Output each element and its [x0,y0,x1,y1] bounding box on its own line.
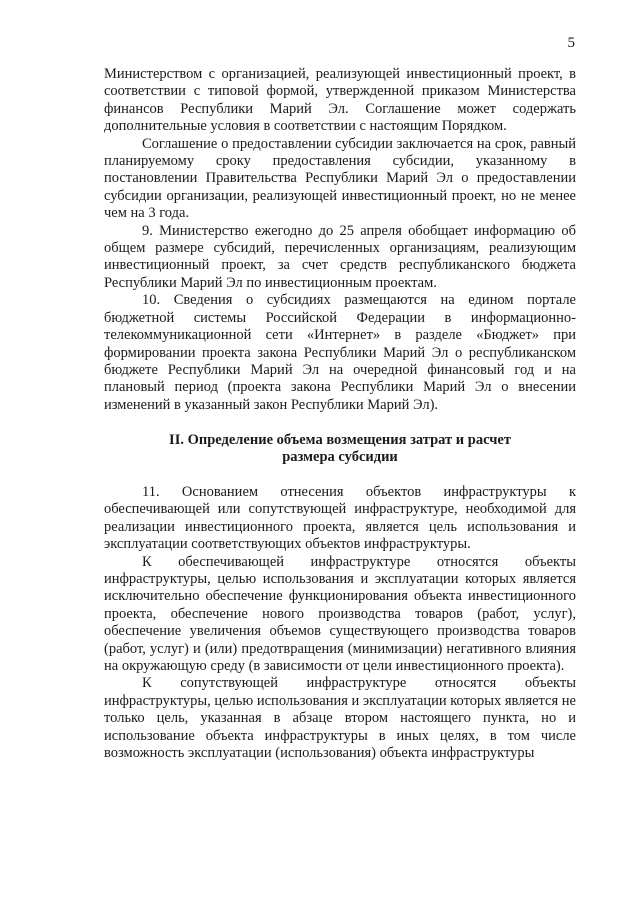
document-body [104,66,576,762]
section-title-line-2: размера субсидии [282,449,398,466]
page-number: 5 [567,35,575,51]
paragraph-supporting-infrastructure: К обеспечивающей инфраструктуре относятся объекты инфраструктуры, целью использования и эксплуатации которых является исключительно обеспечение функционирования объекта инвестиционного проекта, обеспечение нового производства товаров (работ, услуг), обеспечение увеличения объемов существующего производства товаров (работ, услуг) и (или) предотвращения (минимизации) негативного влияния на окружающую среду (в зависимости от цели инвестиционного проекта). [104,553,576,674]
paragraph-accompanying-infrastructure: К сопутствующей инфраструктуре относятся объекты инфраструктуры, целью использования и эксплуатации которых является не только цель, указанная в абзаце втором настоящего пункта, но и использование объекта инфраструктуры в иных целях, в том числе возможность эксплуатации (использования) объекта инфраструктуры [104,675,576,762]
section-title-line-1: II. Определение объема возмещения затрат и расчет [169,431,511,448]
paragraph-item-11: 11. Основанием отнесения объектов инфраструктуры к обеспечивающей или сопутствующей инфраструктуре, необходимой для реализации инвестиционного проекта, является цель использования и эксплуатации соответствующих объектов инфраструктуры. [104,483,576,553]
paragraph-item-9: 9. Министерство ежегодно до 25 апреля обобщает информацию об общем размере субсидий, перечисленных организациям, реализующим инвестиционный проект, за счет средств республиканского бюджета Республики Марий Эл по инвестиционным проектам. [104,222,576,291]
section-spacer [104,466,576,484]
section-title [104,432,576,467]
paragraph-continuation: Министерством с организацией, реализующей инвестиционный проект, в соответствии с типовой формой, утвержденной приказом Министерства финансов Республики Марий Эл. Соглашение может содержать дополнительные условия в соответствии с настоящим Порядком. [104,66,576,135]
paragraph-agreement-term: Соглашение о предоставлении субсидии заключается на срок, равный планируемому сроку предоставления субсидии, указанному в постановлении Правительства Республики Марий Эл о предоставлении субсидии организации, реализующей инвестиционный проект, но не менее чем на 3 года. [104,135,576,222]
paragraph-item-10: 10. Сведения о субсидиях размещаются на едином портале бюджетной системы Российской Федерации в информационно-телекоммуникационной сети «Интернет» в разделе «Бюджет» при формировании проекта закона Республики Марий Эл о республиканском бюджете Республики Марий Эл на очередной финансовый год и на плановый период (проекта закона Республики Марий Эл о внесении изменений в указанный закон Республики Марий Эл). [104,292,576,413]
